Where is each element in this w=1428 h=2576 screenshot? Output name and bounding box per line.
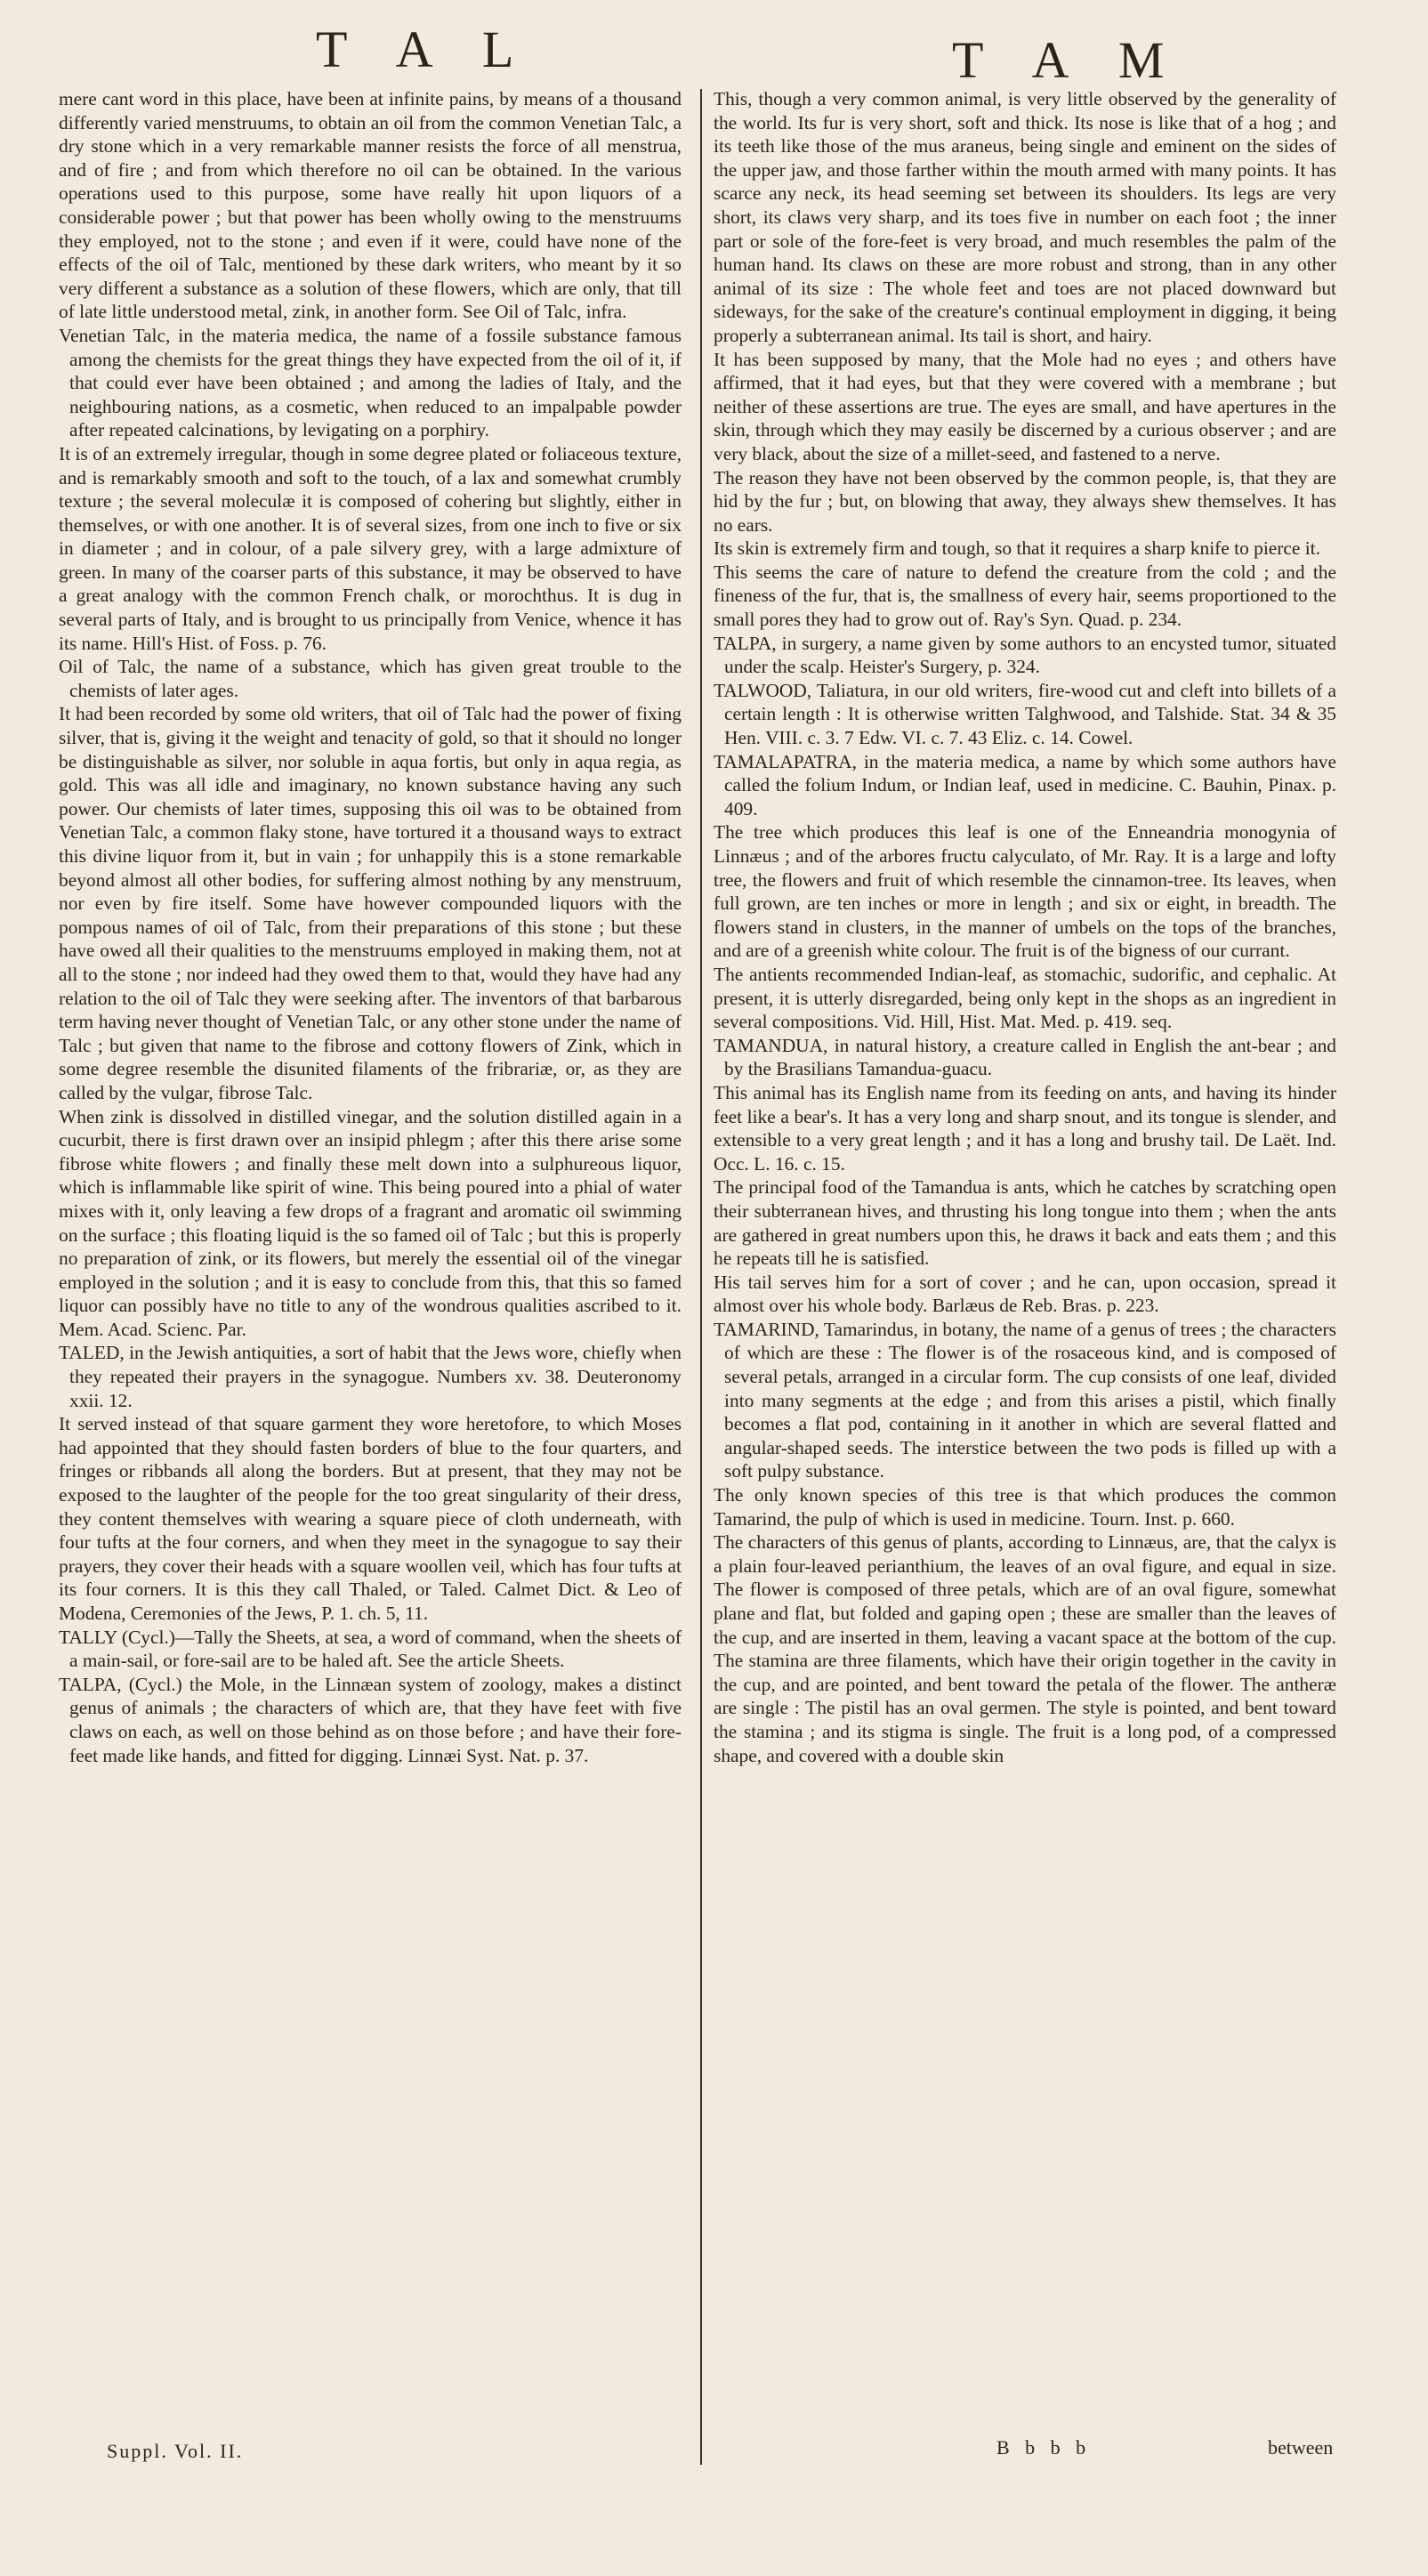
entry-paragraph: When zink is dissolved in distilled vinegar, and the solution distilled again in a cucurbit, there is first drawn over an insipid phlegm ; after this there arise some fibrose white flowers ; and finally these melt down into a sulphureous liquor, which is inflammable like spirit of wine. This being poured into a phial of water mixes with it, only leaving a few drops of a fragrant and aromatic oil swimming on the surface ; this floating liquid is the so famed oil of Talc ; but this is properly no preparation of zink, or its flowers, but merely the essential oil of the vinegar employed in the solution ; and it is easy to conclude from this, that this so famed liquor can possibly have no title to any of the wondrous qualities ascribed to it. Mem. Acad. Scienc. Par. xyxy=(59,1105,682,1340)
dictionary-entry: TALLY (Cycl.)—Tally the Sheets, at sea, a word of command, when the sheets of a main-sail, or fore-sail are to be haled aft. See the article Sheets. xyxy=(59,1626,682,1672)
entry-paragraph: It had been recorded by some old writers, that oil of Talc had the power of fixing silver, that is, giving it the weight and tenacity of gold, so that it should no longer be distinguishable as silver, nor soluble in aqua fortis, but only in aqua regia, as gold. This was all idle and imaginary, no known substance having any such power. Our chemists of later times, supposing this oil was to be obtained from Venetian Talc, a common flaky stone, have tortured it a thousand ways to extract this divine liquor from it, but in vain ; for unhappily this is a stone remarkable beyond almost all other bodies, for suffering almost nothing by any menstruum, nor even by fire itself. Some have however compounded liquors with the pompous names of oil of Talc, from their preparations of this stone ; but these have owed all their qualities to the menstruums employed in making them, not at all to the stone ; nor indeed had they owed them to that, would they have had any relation to the oil of Talc they were seeking after. The inventors of that barbarous term having never thought of Venetian Talc, or any other stone under the name of Talc ; but given that name to the fibrose and cottony flowers of Zink, which in some degree resemble the disunited filaments of the fribrariæ, or, as they are called by the vulgar, fibrose Talc. xyxy=(59,703,682,1103)
entry-paragraph: The tree which produces this leaf is one of the Enneandria monogynia of Linnæus ; and of the arbores fructu calyculato, of Mr. Ray. It is a large and lofty tree, the flowers and fruit of which resemble the cinnamon-tree. Its leaves, when full grown, are ten inches or more in length ; and six or eight, in breadth. The flowers stand in clusters, in the manner of umbels on the tops of the branches, and are of a greenish white colour. The fruit is of the bigness of our currant. xyxy=(714,821,1336,962)
right-headword: T A M xyxy=(952,31,1184,89)
dictionary-entry: TALWOOD, Taliatura, in our old writers, fire-wood cut and cleft into billets of a certain length : It is otherwise written Talghwood, and Talshide. Stat. 34 & 35 Hen. VIII. c. 3. 7 Edw. VI. c. 7. 43 Eliz. c. 14. Cowel. xyxy=(714,679,1336,749)
volume-footer: Suppl. Vol. II. xyxy=(107,2440,244,2462)
entry-paragraph: This animal has its English name from its feeding on ants, and having its hinder feet like a bear's. It has a very long and sharp snout, and its tongue is slender, and extensible to a very great length ; and it has a long and brushy tail. De Laët. Ind. Occ. L. 16. c. 15. xyxy=(714,1081,1336,1175)
entry-paragraph: The only known species of this tree is that which produces the common Tamarind, the pulp of which is used in medicine. Tourn. Inst. p. 660. xyxy=(714,1484,1336,1530)
dictionary-entry: TALPA, in surgery, a name given by some authors to an encysted tumor, situated under the scalp. Heister's Surgery, p. 324. xyxy=(714,632,1336,678)
dictionary-entry: TAMANDUA, in natural history, a creature called in English the ant-bear ; and by the Brasilians Tamandua-guacu. xyxy=(714,1034,1336,1080)
entry-paragraph: The characters of this genus of plants, according to Linnæus, are, that the calyx is a plain four-leaved perianthium, the leaves of an oval figure, and equal in size. The flower is composed of three petals, which are of an oval figure, somewhat plane and flat, but folded and gaping open ; these are smaller than the leaves of the cup, and are inserted in them, leaving a vacant space at the bottom of the cup. The stamina are three filaments, which have their origin together in the cavity in the cup, and are pointed, and bent toward the petala of the flower. The antheræ are single : The pistil has an oval germen. The style is pointed, and bent toward the stamina ; and its stigma is single. The fruit is a long pod, of a compressed shape, and covered with a double skin xyxy=(714,1531,1336,1766)
entry-paragraph: This seems the care of nature to defend the creature from the cold ; and the fineness of the fur, that is, the smallness of every hair, seems proportioned to the small pores they had to grow out of. Ray's Syn. Quad. p. 234. xyxy=(714,561,1336,631)
entry-paragraph: The antients recommended Indian-leaf, as stomachic, sudorific, and cephalic. At present, it is utterly disregarded, being only kept in the shops as an ingredient in several compositions. Vid. Hill, Hist. Mat. Med. p. 419. seq. xyxy=(714,963,1336,1033)
entry-paragraph: The reason they have not been observed by the common people, is, that they are hid by the fur ; but, on blowing that away, they always shew themselves. It has no ears. xyxy=(714,466,1336,536)
catchword: between xyxy=(1268,2436,1334,2459)
entry-paragraph: This, though a very common animal, is very little observed by the generality of the world. Its fur is very short, soft and thick. Its nose is like that of a hog ; and its teeth like those of the mus araneus, being single and eminent on the sides of the upper jaw, and those farther within the mouth armed with many points. It has scarce any neck, its head seeming set between its shoulders. Its legs are very short, its claws very sharp, and its toes five in number on each foot ; the inner part or sole of the fore-feet is very broad, and much resembles the palm of the human hand. Its claws on these are more robust and strong, than in any other animal of its size : The whole feet and toes are not placed downward but sideways, for the sake of the creature's continual employment in digging, it being properly a subterranean animal. Its tail is short, and hairy. xyxy=(714,88,1336,346)
entry-paragraph: It is of an extremely irregular, though in some degree plated or foliaceous texture, and is remarkably smooth and soft to the touch, of a lax and somewhat crumbly texture ; the several moleculæ it is composed of cohering but slightly, either in themselves, or with one another. It is of several sizes, from one inch to five or six in diameter ; and in colour, of a pale silvery grey, with a large admixture of green. In many of the coarser parts of this substance, it may be observed to have a great analogy with the common French chalk, or morochthus. It is dug in several parts of Italy, and is brought to us principally from Venice, whence it has its name. Hill's Hist. of Foss. p. 76. xyxy=(59,442,682,654)
signature-mark: B b b b xyxy=(996,2436,1092,2459)
entry-paragraph: mere cant word in this place, have been at infinite pains, by means of a thousand differently varied menstruums, to obtain an oil from the common Venetian Talc, a dry stone which in a very remarkable manner resists the force of all menstrua, and of fire ; and from which therefore no oil can be obtained. In the various operations used to this purpose, some have really hit upon liquors of a considerable power ; but that power has been wholly owing to the menstruums they employed, not to the stone ; and even if it were, could have none of the effects of the oil of Talc, mentioned by these dark writers, who meant by it so very different a substance as a solution of these flowers, which are only, that till of late little understood metal, zink, in another form. See Oil of Talc, infra. xyxy=(59,88,682,323)
dictionary-entry: Venetian Talc, in the materia medica, the name of a fossile substance famous among the chemists for the great things they have expected from the oil of it, if that could ever have been obtained ; and among the ladies of Italy, and the neighbouring nations, as a cosmetic, when reduced to an impalpable powder after repeated calcinations, by levigating on a porphiry. xyxy=(59,324,682,441)
left-headword: T A L xyxy=(316,20,534,78)
entry-paragraph: His tail serves him for a sort of cover ; and he can, upon occasion, spread it almost over his whole body. Barlæus de Reb. Bras. p. 223. xyxy=(714,1271,1336,1317)
right-column xyxy=(714,87,1336,1767)
dictionary-entry: TALPA, (Cycl.) the Mole, in the Linnæan system of zoology, makes a distinct genus of animals ; the characters of which are, that they have feet with five claws on each, as well on those behind as on those before ; and have their fore-feet made like hands, and fitted for digging. Linnæi Syst. Nat. p. 37. xyxy=(59,1673,682,1766)
entry-paragraph: It served instead of that square garment they wore heretofore, to which Moses had appointed that they should fasten borders of blue to the four quarters, and fringes or ribbands all along the borders. But at present, that they may not be exposed to the laughter of the people for the too great singularity of their dress, they content themselves with wearing a square piece of cloth underneath, with four tufts at the four corners, and when they meet in the synagogue to say their prayers, they cover their heads with a square woollen veil, which has four tufts at its four corners. It is this they call Thaled, or Taled. Calmet Dict. & Leo of Modena, Ceremonies of the Jews, P. 1. ch. 5, 11. xyxy=(59,1413,682,1624)
entry-paragraph: It has been supposed by many, that the Mole had no eyes ; and others have affirmed, that it had eyes, but that they were covered with a membrane ; but neither of these assertions are true. The eyes are small, and have apertures in the skin, through which they may easily be discerned by a curious observer ; and are very black, about the size of a millet-seed, and fastened to a nerve. xyxy=(714,348,1336,464)
entry-paragraph: Its skin is extremely firm and tough, so that it requires a sharp knife to pierce it. xyxy=(714,537,1320,560)
dictionary-entry: Oil of Talc, the name of a substance, which has given great trouble to the chemists of later ages. xyxy=(59,656,682,701)
entry-paragraph: The principal food of the Tamandua is ants, which he catches by scratching open their subterranean hives, and thrusting his long tongue into them ; when the ants are gathered in great numbers upon this, he draws it back and eats them ; and this he repeats till he is satisfied. xyxy=(714,1176,1336,1270)
left-column xyxy=(59,87,682,1767)
column-divider xyxy=(700,89,702,2465)
dictionary-entry: TALED, in the Jewish antiquities, a sort of habit that the Jews wore, chiefly when they repeated their prayers in the synagogue. Numbers xv. 38. Deuteronomy xxii. 12. xyxy=(59,1342,682,1411)
dictionary-entry: TAMALAPATRA, in the materia medica, a name by which some authors have called the folium Indum, or Indian leaf, used in medicine. C. Bauhin, Pinax. p. 409. xyxy=(714,750,1336,820)
dictionary-entry: TAMARIND, Tamarindus, in botany, the name of a genus of trees ; the characters of which are these : The flower is of the rosaceous kind, and is composed of several petals, arranged in a circular form. The cup consists of one leaf, divided into many segments at the edge ; and from this arises a pistil, which finally becomes a flat pod, containing in it another in which are several flatted and angular-shaped seeds. The interstice between the two pods is filled up with a soft pulpy substance. xyxy=(714,1318,1336,1482)
